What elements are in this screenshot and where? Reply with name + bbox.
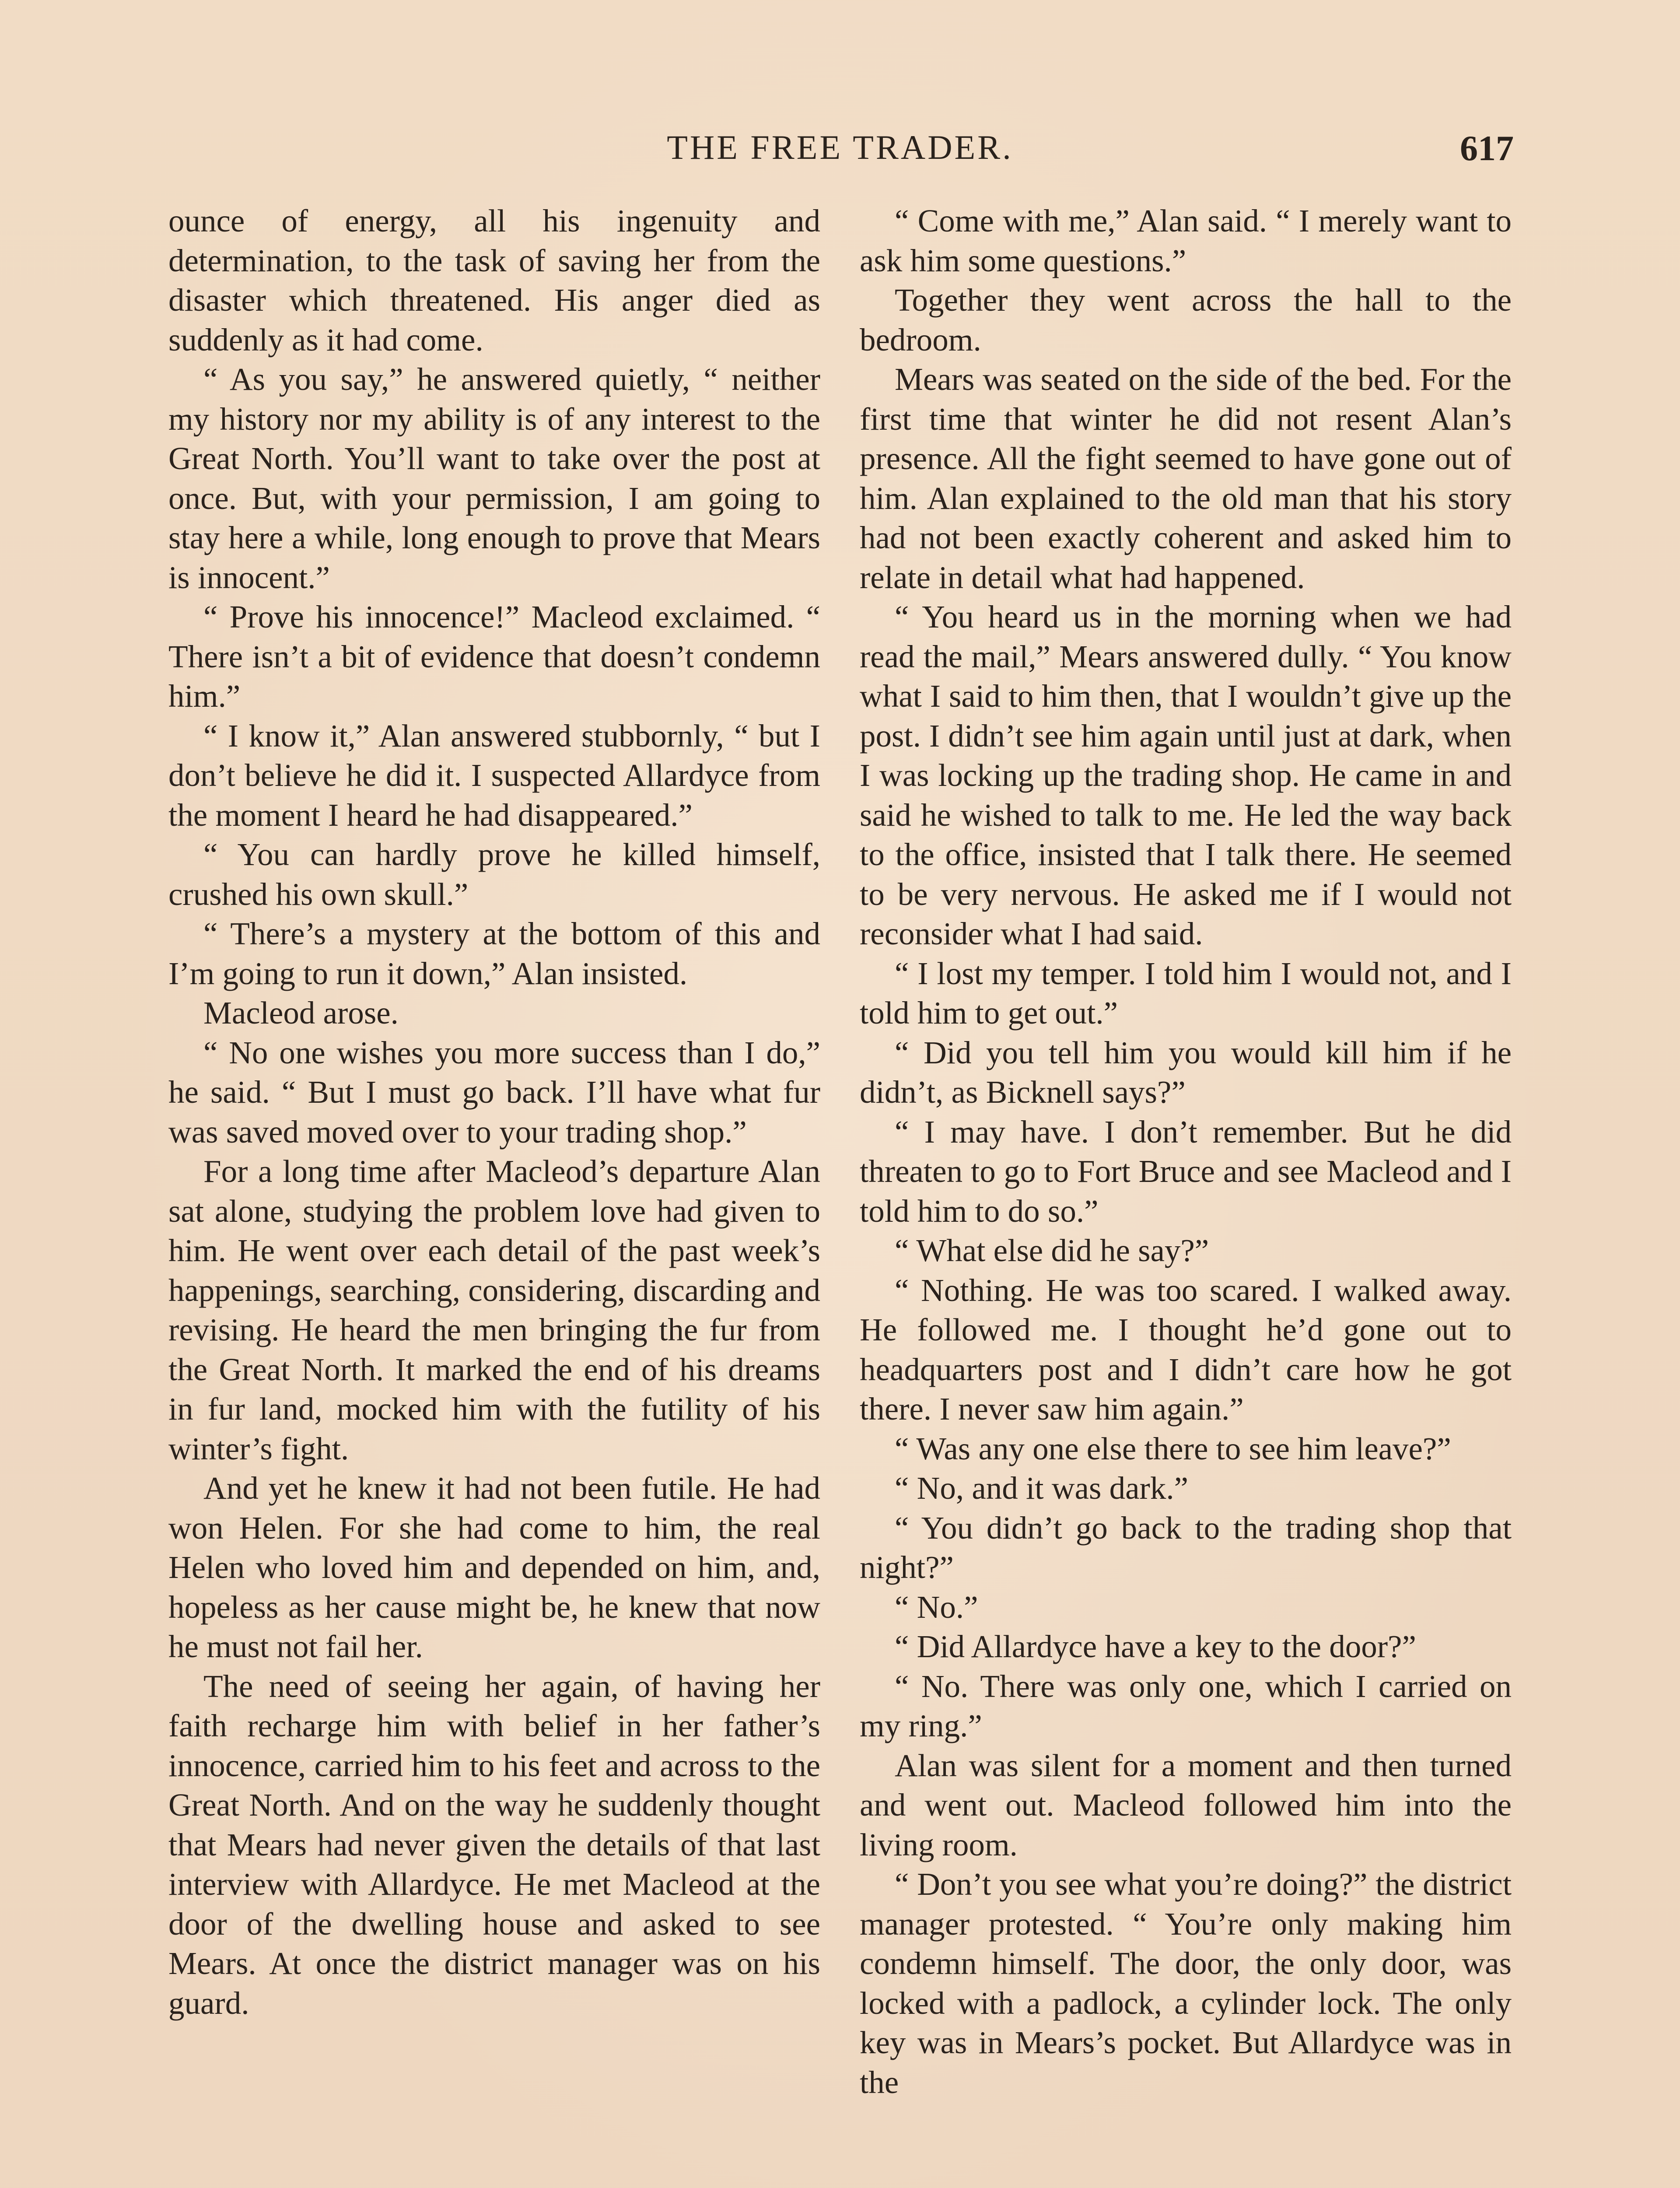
paragraph: “ I lost my temper. I told him I would not, and I told him to get out.” — [860, 955, 1512, 1031]
paragraph: “ Nothing. He was too scared. I walked away. He followed me. I thought he’d gone out to headquarters post and I didn’t care how he got there. I never saw him again.” — [860, 1272, 1512, 1427]
page-number: 617 — [1460, 128, 1514, 168]
paragraph: The need of seeing her again, of having her faith recharge him with belief in her father’s innocence, carried him to his feet and across to the Great North. And on the way he suddenly thought that Mears had never given the details of that last interview with Allardyce. He met Macleod at the door of the dwelling house and asked to see Mears. At once the district manager was on his guard. — [168, 1668, 820, 2021]
paragraph: Together they went across the hall to the bedroom. — [860, 282, 1512, 358]
paragraph: “ No.” — [895, 1589, 978, 1625]
paragraph: “ You didn’t go back to the trading shop that night?” — [860, 1510, 1512, 1585]
paragraph: “ You can hardly prove he killed himself, crushed his own skull.” — [168, 837, 820, 912]
paragraph: “ Come with me,” Alan said. “ I merely want to ask him some questions.” — [860, 203, 1512, 278]
paragraph: Alan was silent for a moment and then turned and went out. Macleod followed him into the living room. — [860, 1747, 1512, 1862]
paragraph: “ As you say,” he answered quietly, “ neither my history nor my ability is of any interest to the Great North. You’ll want to take over the post at once. But, with your permission, I am going to stay here a while, long enough to prove that Mears is innocent.” — [168, 361, 820, 595]
paragraph: “ What else did he say?” — [895, 1233, 1209, 1268]
paragraph: “ You heard us in the morning when we had read the mail,” Mears answered dully. “ You know what I said to him then, that I wouldn’t give up the post. I didn’t see him again until just at dark, when I was locking up the trading shop. He came in and said he wished to talk to me. He led the way back to the office, insisted that I talk there. He seemed to be very nervous. He asked me if I would not reconsider what I had said. — [860, 599, 1512, 951]
paragraph: “ I know it,” Alan answered stubbornly, “ but I don’t believe he did it. I suspected Allardyce from the moment I heard he had disappeared.” — [168, 718, 820, 833]
paragraph: ounce of energy, all his ingenuity and determination, to the task of saving her from the disaster which threatened. His anger died as suddenly as it had come. — [168, 203, 820, 358]
paragraph: “ No one wishes you more success than I do,” he said. “ But I must go back. I’ll have what fur was saved moved over to your trading shop.” — [168, 1034, 820, 1150]
paragraph: “ Did Allardyce have a key to the door?” — [895, 1629, 1416, 1664]
page-header — [0, 128, 1680, 176]
paragraph: “ Was any one else there to see him leave?” — [895, 1431, 1451, 1466]
paragraph: “ There’s a mystery at the bottom of this and I’m going to run it down,” Alan insisted. — [168, 916, 820, 991]
paragraph: “ Prove his innocence!” Macleod exclaimed. “ There isn’t a bit of evidence that doesn’t condemn him.” — [168, 599, 820, 714]
paragraph: Macleod arose. — [203, 995, 399, 1031]
paragraph: “ No. There was only one, which I carried on my ring.” — [860, 1668, 1512, 1743]
paragraph: “ I may have. I don’t remember. But he did threaten to go to Fort Bruce and see Macleod and I told him to do so.” — [860, 1114, 1512, 1229]
paragraph: “ Don’t you see what you’re doing?” the district manager protested. “ You’re only making him condemn himself. The door, the only door, was locked with a padlock, a cylinder lock. The only key was in Mears’s pocket. But Allardyce was in the — [860, 1866, 1512, 2100]
running-title: THE FREE TRADER. — [667, 128, 1013, 166]
paragraph: Mears was seated on the side of the bed. For the first time that winter he did not resent Alan’s presence. All the fight seemed to have gone out of him. Alan explained to the old man that his story had not been exactly coherent and asked him to relate in detail what had happened. — [860, 361, 1512, 595]
right-column — [860, 201, 1512, 2102]
paragraph: And yet he knew it had not been futile. He had won Helen. For she had come to him, the real Helen who loved him and depended on him, and, hopeless as her cause might be, he knew that now he must not fail her. — [168, 1470, 820, 1664]
paragraph: “ Did you tell him you would kill him if he didn’t, as Bicknell says?” — [860, 1034, 1512, 1110]
paragraph: “ No, and it was dark.” — [895, 1470, 1188, 1506]
left-column — [168, 201, 820, 2023]
paragraph: For a long time after Macleod’s departure Alan sat alone, studying the problem love had given to him. He went over each detail of the past week’s happenings, searching, considering, discarding and revising. He heard the men bringing the fur from the Great North. It marked the end of his dreams in fur land, mocked him with the futility of his winter’s fight. — [168, 1154, 821, 1466]
